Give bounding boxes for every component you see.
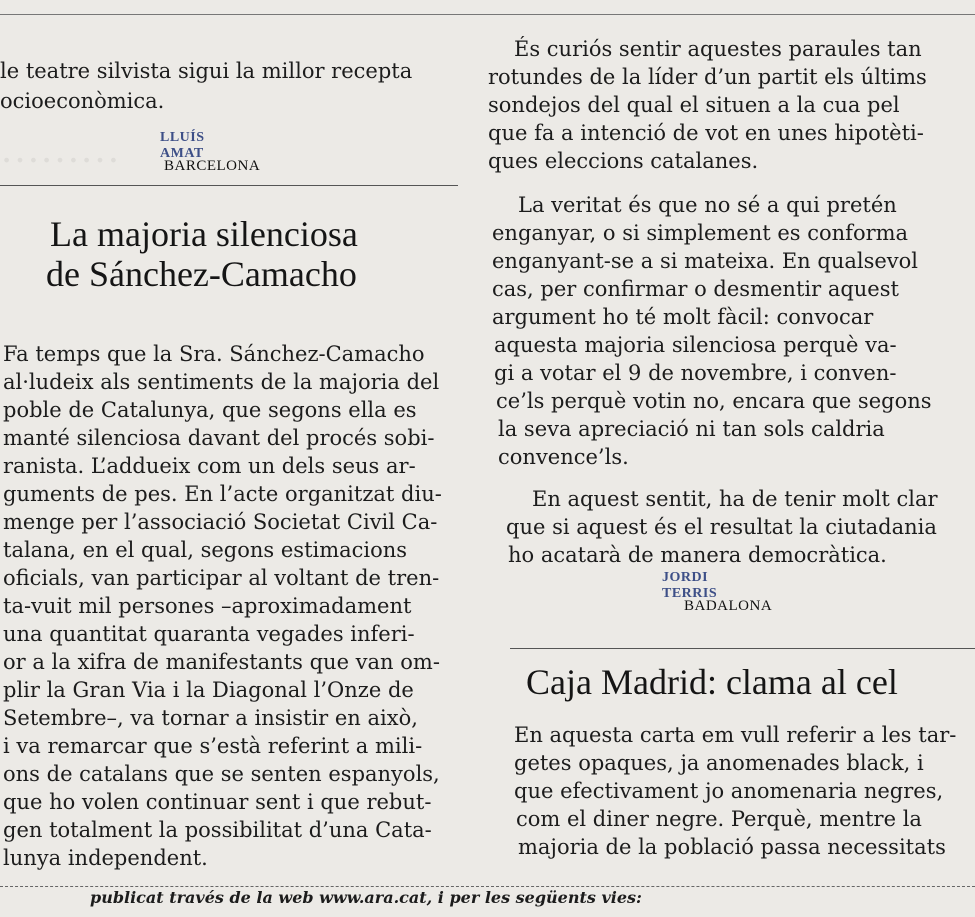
body-line: que si aquest és el resultat la ciutadania — [506, 515, 937, 539]
body-line: la seva apreciació ni tan sols caldria — [498, 417, 885, 441]
body-line: ho acatarà de manera democràtica. — [508, 543, 887, 567]
body-line: La veritat és que no sé a qui pretén — [518, 193, 897, 217]
body-line: En aquesta carta em vull referir a les tar- — [514, 723, 957, 747]
body-line: que fa a intenció de vot en unes hipotèti- — [488, 121, 924, 145]
body-line: ons de catalans que se senten espanyols, — [3, 762, 440, 786]
body-line: le teatre silvista sigui la millor recepta — [0, 59, 413, 83]
body-line: És curiós sentir aquestes paraules tan — [514, 37, 922, 61]
body-line: ta-vuit mil persones –aproximadament — [3, 594, 412, 618]
body-line: al·ludeix als sentiments de la majoria del — [3, 370, 440, 394]
headline: Caja Madrid: clama al cel — [526, 662, 898, 702]
body-line: plir la Gran Via i la Diagonal l’Onze de — [3, 678, 414, 702]
section-rule — [0, 185, 458, 186]
body-line: getes opaques, ja anomenades black, i — [514, 751, 924, 775]
body-line: gi a votar el 9 de novembre, i conven- — [494, 361, 897, 385]
body-line: sondejos del qual el situen a la cua pel — [488, 93, 900, 117]
body-line: or a la xifra de manifestants que van om- — [3, 650, 440, 674]
top-rule — [0, 14, 975, 15]
body-line: majoria de la població passa necessitats — [518, 835, 946, 859]
show-through-text: ……… — [0, 126, 120, 171]
footer-rule — [0, 886, 975, 887]
headline: La majoria silenciosa — [50, 214, 358, 254]
body-line: menge per l’associació Societat Civil Ca- — [3, 510, 438, 534]
body-line: ques eleccions catalanes. — [488, 149, 759, 173]
body-line: convence’ls. — [498, 445, 629, 469]
body-line: i va remarcar que s’està referint a mili- — [3, 734, 423, 758]
body-line: que ho volen continuar sent i que rebut- — [3, 790, 432, 814]
footer-text: publicat través de la web www.ara.cat, i per les següents vies: — [90, 888, 642, 907]
body-line: enganyant-se a si mateixa. En qualsevol — [492, 249, 919, 273]
city: BADALONA — [684, 598, 773, 614]
body-line: oficials, van participar al voltant de tren- — [3, 566, 440, 590]
body-line: com el diner negre. Perquè, mentre la — [516, 807, 922, 831]
section-rule — [510, 648, 975, 649]
body-line: talana, en el qual, segons estimacions — [3, 538, 408, 562]
body-line: guments de pes. En l’acte organitzat diu- — [3, 482, 442, 506]
body-line: ranista. L’addueix com un dels seus ar- — [3, 454, 416, 478]
body-line: Fa temps que la Sra. Sánchez-Camacho — [3, 342, 425, 366]
body-line: En aquest sentit, ha de tenir molt clar — [532, 487, 938, 511]
body-line: Setembre–, va tornar a insistir en això, — [3, 706, 418, 730]
signature: LLUÍS AMAT — [160, 130, 205, 161]
body-line: enganyar, o si simplement es conforma — [492, 221, 909, 245]
city: BARCELONA — [164, 158, 261, 174]
body-line: que efectivament jo anomenaria negres, — [514, 779, 944, 803]
body-line: ce’ls perquè votin no, encara que segons — [496, 389, 932, 413]
headline: de Sánchez-Camacho — [46, 254, 357, 294]
body-line: argument ho té molt fàcil: convocar — [492, 305, 874, 329]
body-line: rotundes de la líder d’un partit els últims — [488, 65, 927, 89]
body-line: gen totalment la possibilitat d’una Cata- — [3, 818, 432, 842]
body-line: poble de Catalunya, que segons ella es — [3, 398, 417, 422]
body-line: ocioeconòmica. — [0, 89, 165, 113]
body-line: una quantitat quaranta vegades inferi- — [3, 622, 415, 646]
signature: JORDI TERRIS — [662, 570, 718, 601]
body-line: lunya independent. — [3, 846, 208, 870]
body-line: aquesta majoria silenciosa perquè va- — [494, 333, 897, 357]
body-line: manté silenciosa davant del procés sobi- — [3, 426, 435, 450]
body-line: cas, per confirmar o desmentir aquest — [492, 277, 899, 301]
